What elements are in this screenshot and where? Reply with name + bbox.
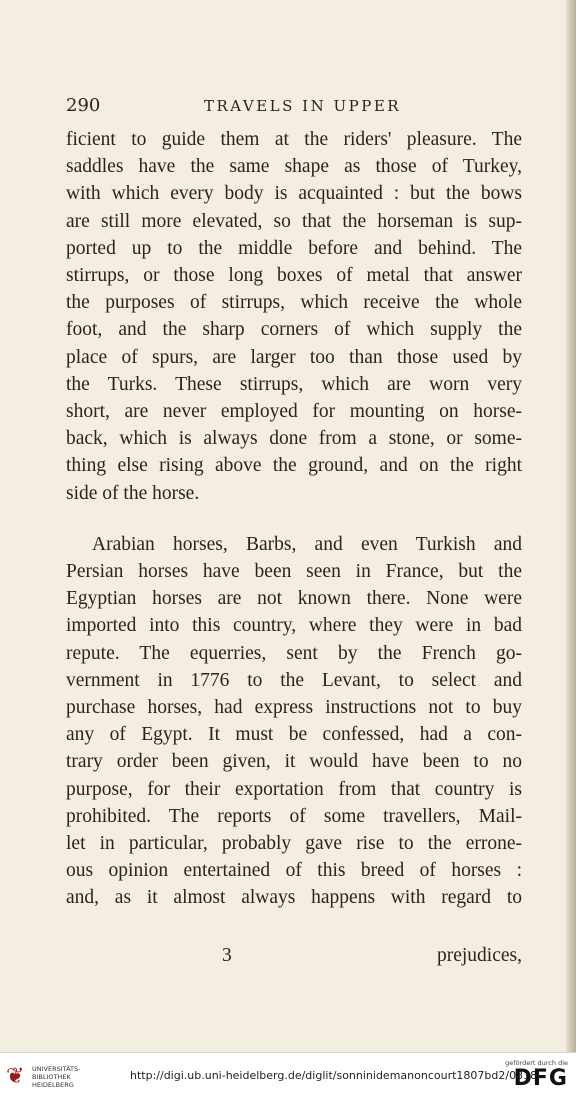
- sponsor-caption: gefördert durch die: [505, 1059, 568, 1067]
- text-line: foot, and the sharp corners of which supply the: [66, 319, 522, 341]
- text-line: imported into this country, where they were in bad: [66, 615, 522, 637]
- page-header: [66, 95, 522, 125]
- dfg-logo: DFG: [513, 1066, 568, 1091]
- text-line: back, which is always done from a stone, or some-: [66, 428, 522, 450]
- library-emblem-icon: ❦: [6, 1064, 25, 1089]
- text-line: are still more elevated, so that the horseman is sup-: [66, 210, 522, 232]
- text-line: trary order been given, it would have been to no: [66, 751, 522, 773]
- text-line: and, as it almost always happens with regard to: [66, 887, 522, 909]
- text-line: stirrups, or those long boxes of metal that answer: [66, 265, 522, 287]
- text-line: purchase horses, had express instructions not to buy: [66, 697, 522, 719]
- page-footer: [66, 945, 522, 975]
- library-logo-text: UNIVERSITÄTS- BIBLIOTHEK HEIDELBERG: [32, 1065, 81, 1089]
- text-line: ported up to the middle before and behind. The: [66, 237, 522, 259]
- text-line: ous opinion entertained of this breed of horses :: [66, 860, 522, 882]
- paragraph-2: [66, 531, 522, 912]
- paragraph-1: [66, 126, 522, 507]
- page-number: 290: [66, 95, 101, 116]
- text-line: Arabian horses, Barbs, and even Turkish and: [92, 533, 522, 555]
- text-line: vernment in 1776 to the Levant, to select and: [66, 669, 522, 691]
- text-line: thing else rising above the ground, and on the right: [66, 455, 522, 477]
- paragraph-gap: [66, 507, 522, 531]
- page-spine-shadow: [566, 0, 576, 1052]
- text-line: repute. The equerries, sent by the French go-: [66, 642, 522, 664]
- text-line: Persian horses have been seen in France, but the: [66, 561, 522, 583]
- text-line: side of the horse.: [66, 482, 200, 504]
- text-line: the Turks. These stirrups, which are worn very: [66, 373, 522, 395]
- body-text: [66, 126, 522, 912]
- permalink-url[interactable]: http://digi.ub.uni-heidelberg.de/diglit/sonninidemanoncourt1807bd2/0318: [130, 1069, 538, 1082]
- catchword: prejudices,: [436, 945, 522, 966]
- text-line: purpose, for their exportation from that country is: [66, 778, 522, 800]
- library-logo[interactable]: [6, 1063, 126, 1093]
- text-line: with which every body is acquainted : but the bows: [66, 183, 522, 205]
- sponsor-logo[interactable]: [504, 1059, 568, 1095]
- text-line: any of Egypt. It must be confessed, had a con-: [66, 724, 522, 746]
- text-line: Egyptian horses are not known there. None were: [66, 588, 522, 610]
- running-head: TRAVELS IN UPPER: [204, 97, 402, 115]
- text-line: saddles have the same shape as those of Turkey,: [66, 156, 522, 178]
- text-line: ficient to guide them at the riders' pleasure. The: [66, 129, 522, 150]
- text-line: the purposes of stirrups, which receive the whole: [66, 292, 522, 314]
- text-line: short, are never employed for mounting on horse-: [66, 401, 522, 423]
- viewer-footer-bar: [0, 1052, 576, 1099]
- text-line: let in particular, probably gave rise to the errone-: [66, 833, 522, 855]
- text-line: place of spurs, are larger too than those used by: [66, 346, 522, 368]
- signature-mark: 3: [222, 945, 232, 966]
- text-line: prohibited. The reports of some travellers, Mail-: [66, 805, 522, 827]
